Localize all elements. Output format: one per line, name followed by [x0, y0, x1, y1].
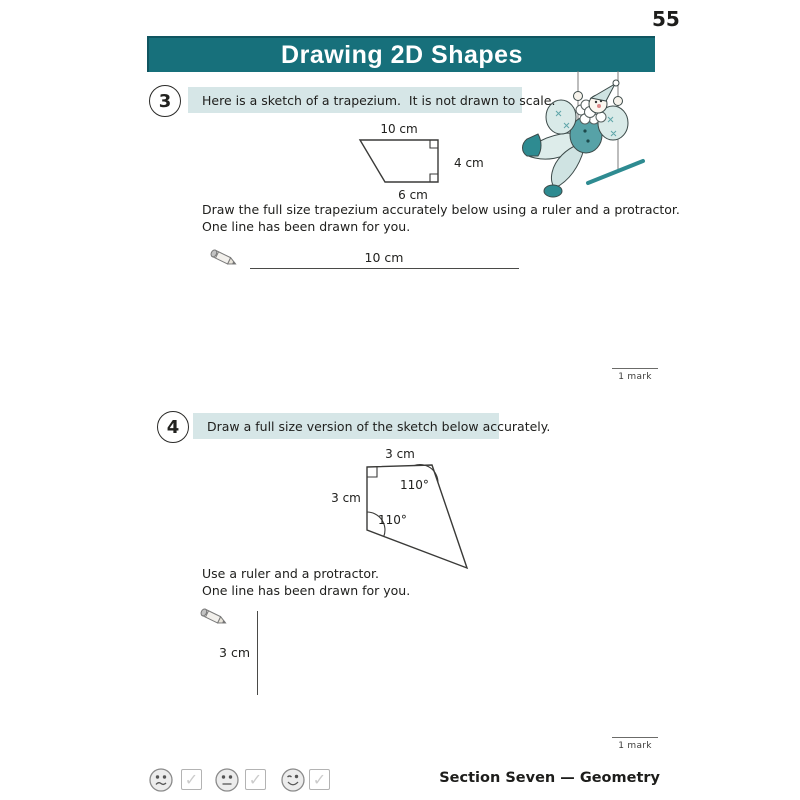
- question-3-prompt-box: [188, 87, 556, 113]
- given-line-vertical: [257, 611, 258, 695]
- happy-face-icon: [280, 767, 306, 793]
- q4-instruction-line-1: Use a ruler and a protractor.: [202, 566, 379, 581]
- neutral-checkbox[interactable]: [245, 769, 266, 790]
- right-angle-marker-bottom: [430, 174, 438, 182]
- quadrilateral-sketch: [330, 445, 515, 580]
- question-4-instructions: [202, 566, 410, 599]
- question-4-number-label: 4: [166, 416, 180, 438]
- check-icon: ✓: [312, 770, 327, 789]
- sad-face-icon: [148, 767, 174, 793]
- given-line-horizontal: [250, 268, 519, 269]
- right-angle-marker-top-left: [367, 467, 377, 477]
- trapezium-bottom-dimension: 6 cm: [398, 188, 428, 202]
- question-3-instructions: [202, 202, 680, 235]
- q4-instruction-line-2: One line has been drawn for you.: [202, 582, 411, 598]
- happy-checkbox[interactable]: [309, 769, 330, 790]
- quad-top-angle: 110°: [400, 478, 429, 492]
- pencil-icon: [206, 247, 242, 275]
- question-3-number-label: 3: [158, 90, 172, 112]
- trapezium-top-dimension: 10 cm: [380, 122, 418, 136]
- given-line-length-label: 10 cm: [364, 250, 404, 265]
- neutral-face-icon: [214, 767, 240, 793]
- question-3-prompt-text: Here is a sketch of a trapezium. It is not drawn to scale.: [202, 92, 556, 108]
- quad-left-dimension: 3 cm: [331, 491, 361, 505]
- q3-instruction-line-2: One line has been drawn for you.: [202, 218, 411, 234]
- q3-marks-box: [610, 368, 660, 382]
- section-footer: Section Seven — Geometry: [439, 770, 660, 786]
- check-icon: ✓: [248, 770, 263, 789]
- quad-bottom-angle: 110°: [378, 513, 407, 527]
- sad-checkbox[interactable]: [181, 769, 202, 790]
- q4-marks-label: 1 mark: [618, 741, 652, 751]
- q4-marks-box: [610, 737, 660, 751]
- marks-line: [612, 737, 658, 738]
- check-icon: ✓: [184, 770, 199, 789]
- q3-instruction-line-1: Draw the full size trapezium accurately below using a ruler and a protractor.: [202, 202, 680, 217]
- page-number: 55: [652, 7, 680, 31]
- trapezium-right-dimension: 4 cm: [454, 156, 484, 170]
- page-title-banner: [147, 36, 655, 72]
- right-angle-marker-top: [430, 140, 438, 148]
- given-line-length-label: 3 cm: [219, 645, 250, 660]
- question-4-prompt-box: [193, 413, 551, 439]
- question-4-prompt-text: Draw a full size version of the sketch below accurately.: [207, 418, 551, 434]
- quad-top-dimension: 3 cm: [385, 447, 415, 461]
- q3-marks-label: 1 mark: [618, 372, 652, 382]
- question-4-number: [157, 411, 189, 443]
- trapezium-sketch: [330, 118, 515, 208]
- pencil-icon: [196, 606, 232, 634]
- page-title: Drawing 2D Shapes: [281, 40, 523, 69]
- question-3-number: [149, 85, 181, 117]
- marks-line: [612, 368, 658, 369]
